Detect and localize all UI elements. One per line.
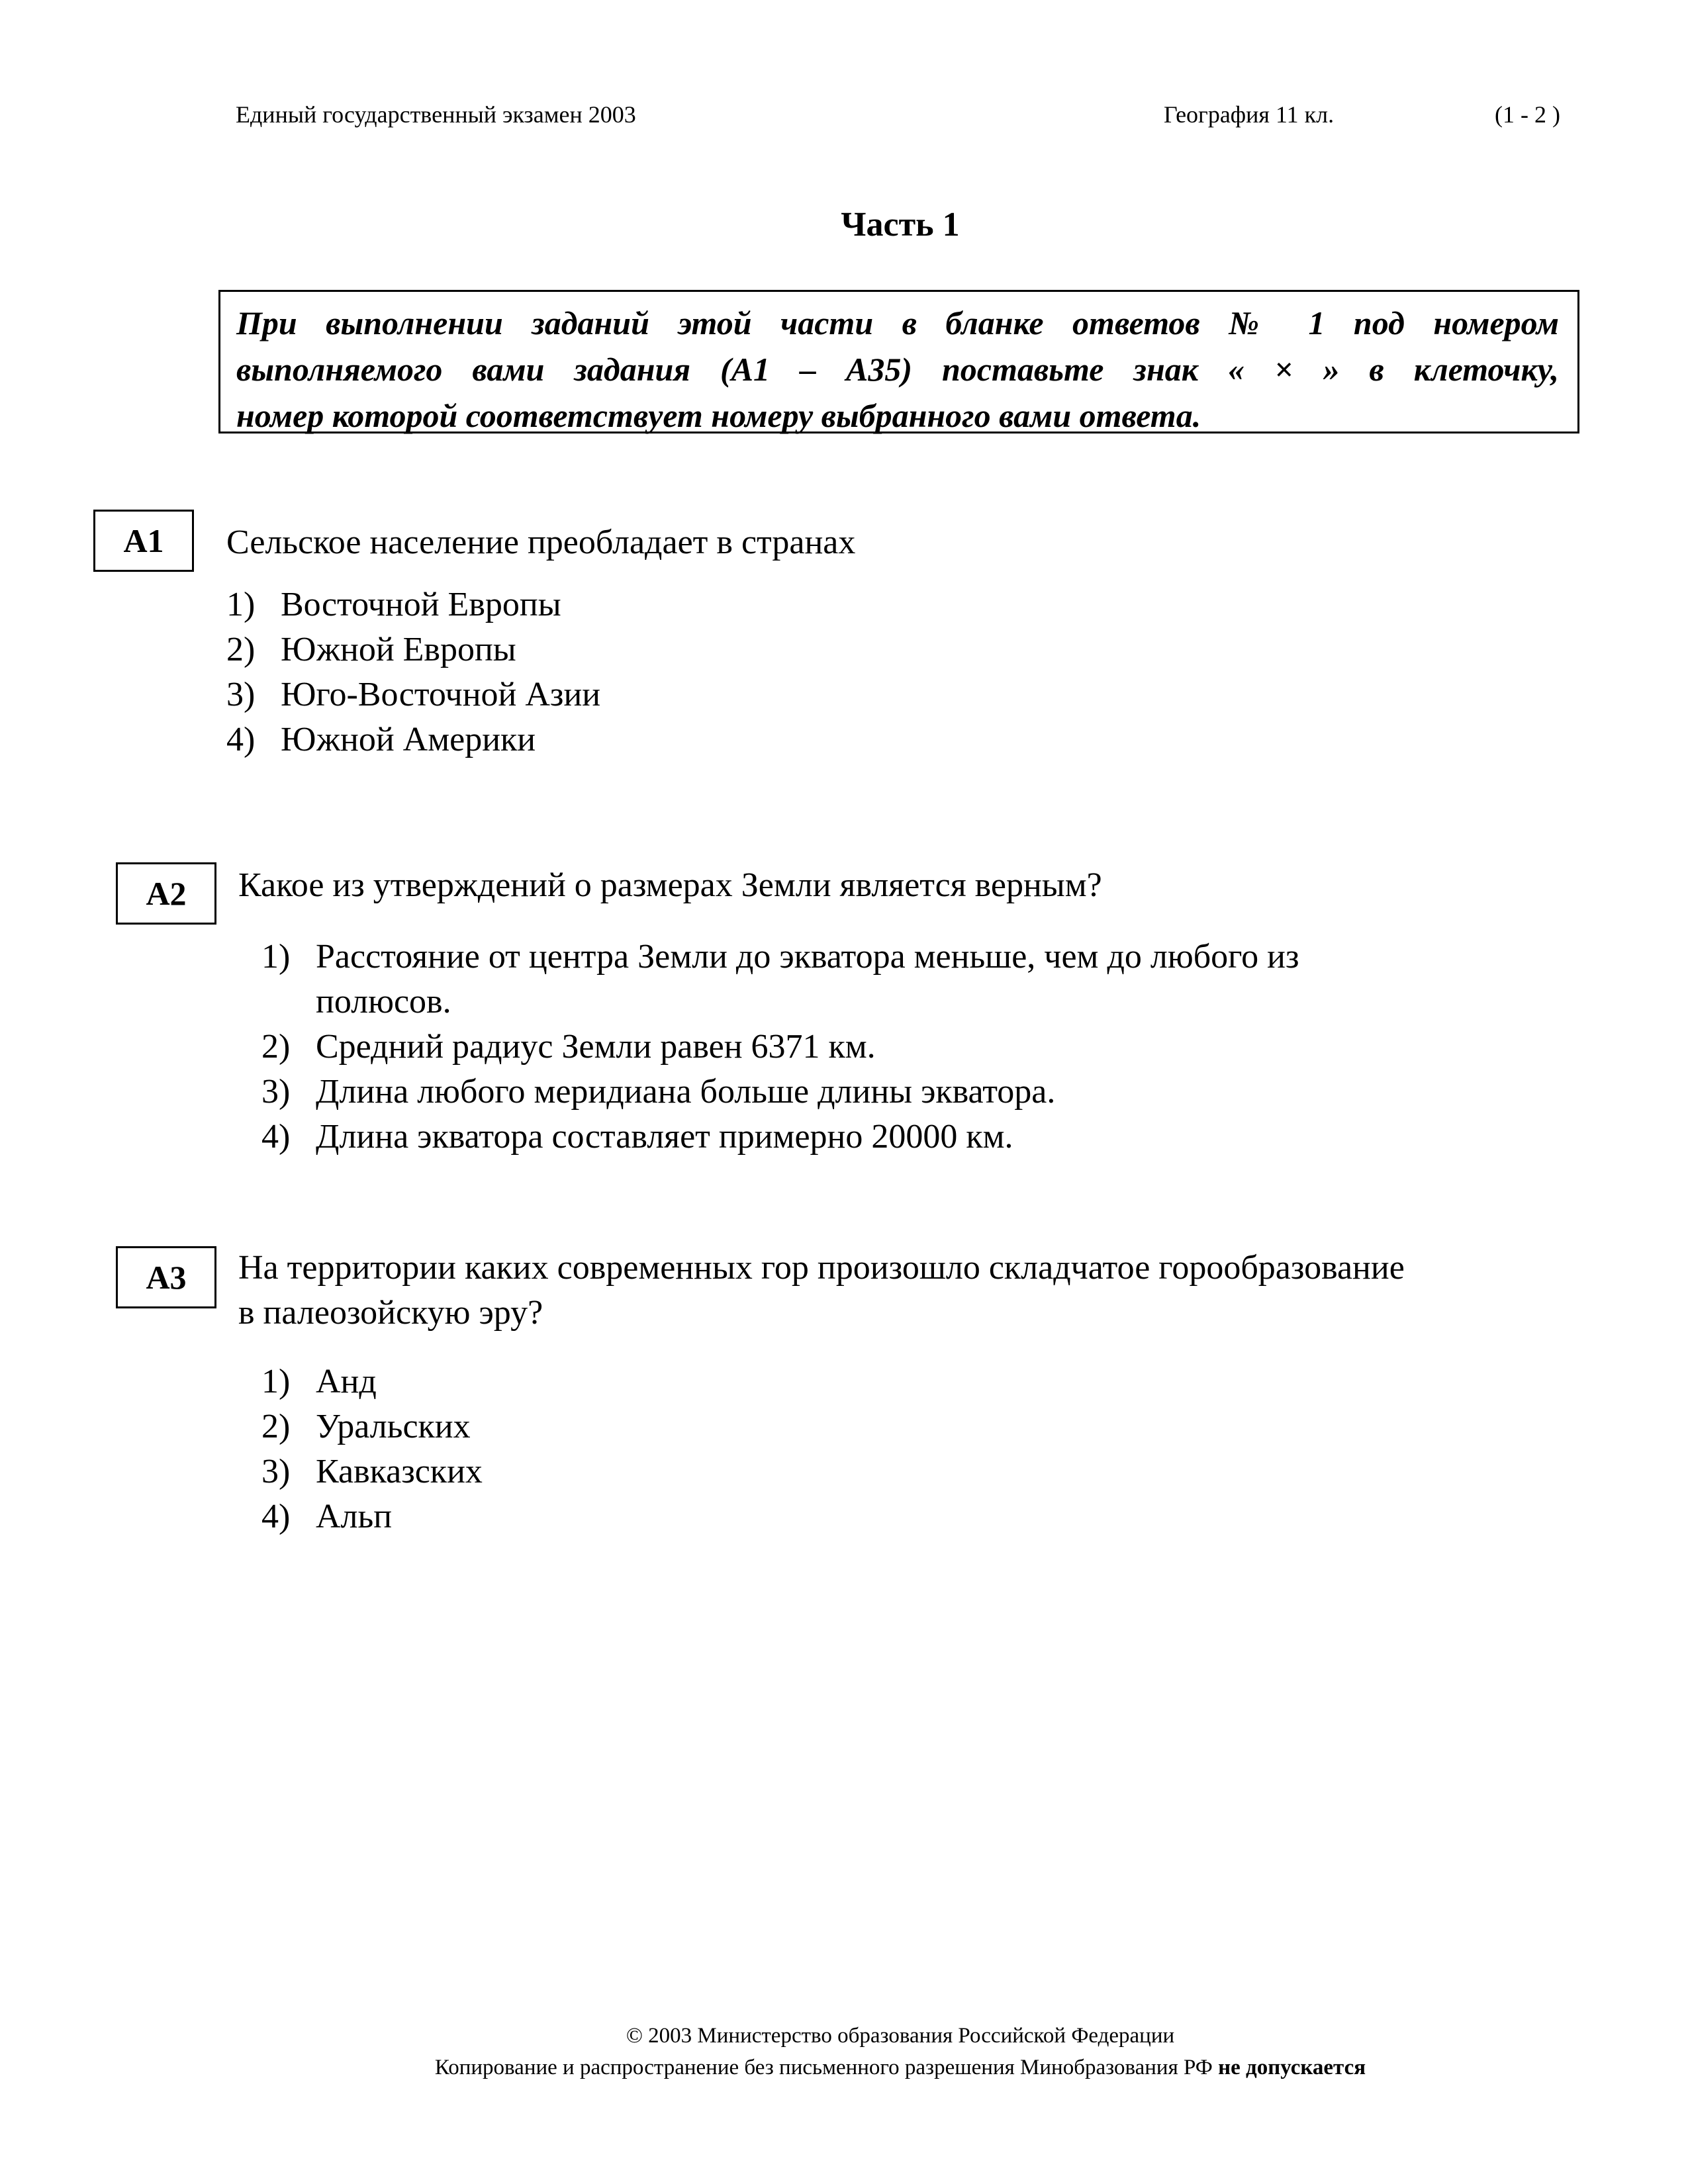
option-number: 1) [261,938,291,976]
option-number: 4) [226,721,256,758]
option-number: 2) [261,1028,291,1066]
option-text: Южной Америки [281,721,536,758]
option-text: Уральских [316,1408,471,1445]
option-number: 1) [226,586,256,623]
option-number: 3) [226,676,256,713]
option-a2-2 [261,1024,1299,1069]
option-a2-1 [261,934,1299,979]
footer-copying-text: Копирование и распространение без письменного разрешения Минобразования РФ [434,2056,1219,2079]
option-a1-4 [226,717,600,762]
option-text: Альп [316,1498,393,1535]
option-a1-1 [226,582,600,627]
option-text: Расстояние от центра Земли до экватора меньше, чем до любого из [316,938,1299,976]
option-a1-2 [226,627,600,672]
footer-not-allowed: не допускается [1218,2056,1366,2079]
option-number: 2) [261,1408,291,1445]
instructions-line-2: выполняемого вами задания (А1 – А35) поставьте знак « × » в клеточку, [236,351,1559,388]
header-page-range: (1 - 2 ) [1495,101,1560,128]
question-label-a3: А3 [116,1246,216,1308]
option-text: Средний радиус Земли равен 6371 км. [316,1028,876,1066]
option-a3-1 [261,1359,483,1404]
option-a2-3 [261,1069,1299,1115]
option-text: Юго-Восточной Азии [281,676,601,713]
option-a3-4 [261,1494,483,1539]
option-text: Анд [316,1363,377,1400]
option-number: 3) [261,1073,291,1111]
option-a3-3 [261,1449,483,1494]
option-a2-1-continuation: полюсов. [316,983,451,1021]
option-number: 3) [261,1453,291,1490]
header-subject: География 11 кл. [1164,101,1335,128]
footer-copyright: © 2003 Министерство образования Российской Федерации [626,2024,1175,2048]
question-label-a2: А2 [116,862,216,925]
question-text-block-a3 [238,1246,1405,1336]
question-text-a3-continuation: в палеозойскую эру? [238,1294,543,1332]
options-list-a3 [261,1359,483,1539]
question-text-a1: Сельское население преобладает в странах [226,523,856,561]
option-a3-2 [261,1404,483,1449]
instructions-line-3: номер которой соответствует номеру выбранного вами ответа. [236,397,1201,434]
options-list-a1 [226,582,600,762]
instructions-line-1: При выполнении заданий этой части в бланке ответов № 1 под номером [236,304,1559,341]
option-text: Восточной Европы [281,586,561,623]
instructions-box [218,290,1579,433]
footer [0,2020,1688,2083]
header-exam-title: Единый государственный экзамен 2003 [236,101,636,128]
options-list-a2 [261,934,1299,1160]
option-a2-4 [261,1115,1299,1160]
option-text: Длина экватора составляет примерно 20000 км. [316,1118,1013,1156]
option-number: 2) [226,631,256,668]
option-text: Южной Европы [281,631,516,668]
question-text-a3: На территории каких современных гор произошло складчатое горообразование [238,1249,1405,1287]
option-number: 4) [261,1118,291,1156]
option-number: 1) [261,1363,291,1400]
option-number: 4) [261,1498,291,1535]
part-title: Часть 1 [841,206,960,244]
option-text: Длина любого меридиана больше длины экватора. [316,1073,1056,1111]
question-text-a2: Какое из утверждений о размерах Земли является верным? [238,866,1102,904]
footer-copying-notice [0,2052,1688,2083]
option-text: Кавказских [316,1453,483,1490]
question-label-a1: А1 [93,510,194,572]
option-a1-3 [226,672,600,717]
